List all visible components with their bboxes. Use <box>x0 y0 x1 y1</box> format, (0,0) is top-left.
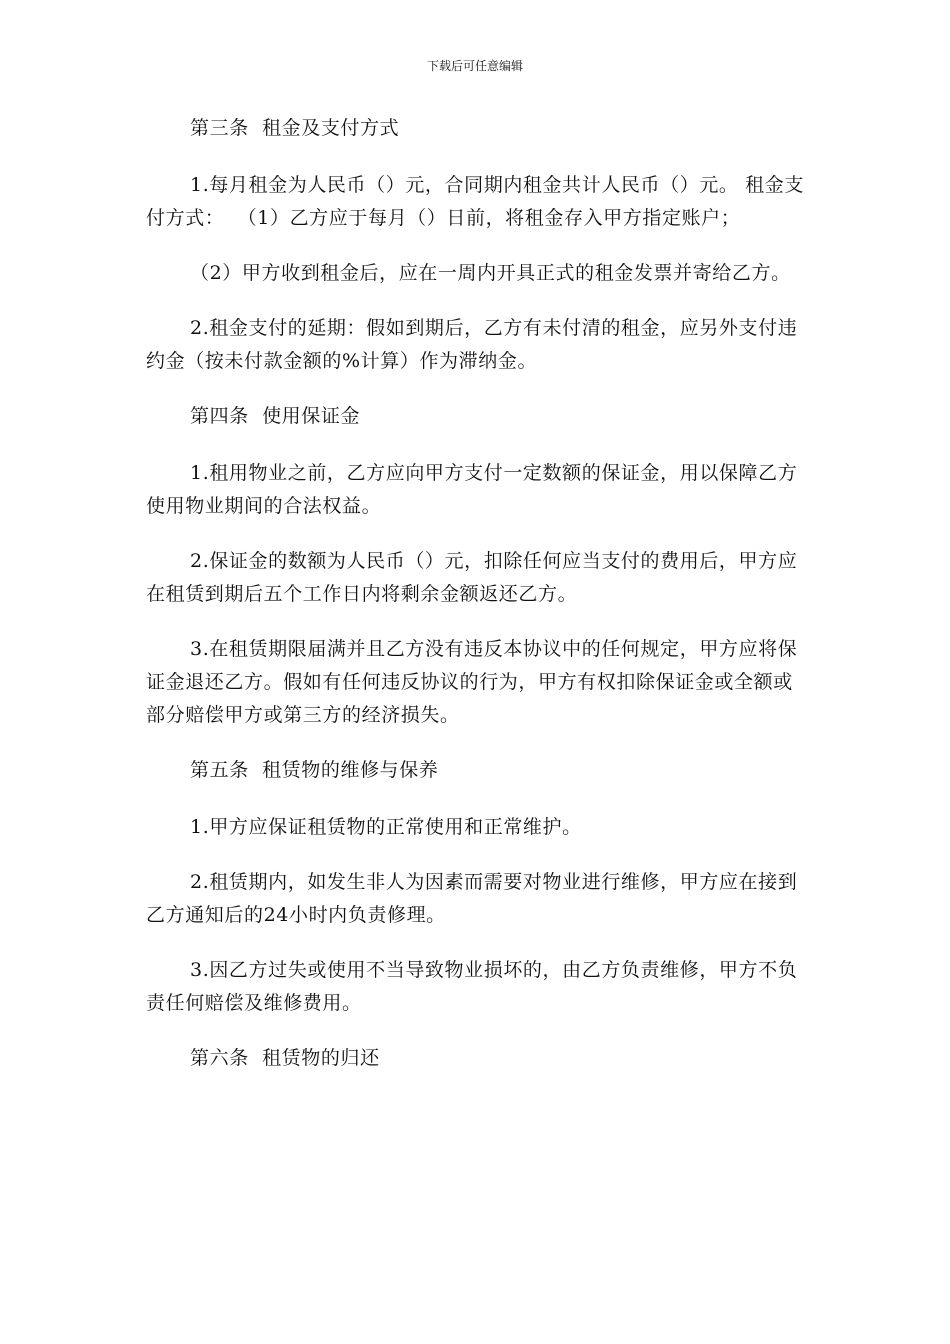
article-5-clause-1: 1.甲方应保证租赁物的正常使用和正常维护。 <box>190 816 582 838</box>
article-4-clause-3: 3.在租赁期限届满并且乙方没有违反本协议中的任何规定，甲方应将保证金退还乙方。假如有任何违反协议的行为，甲方有权扣除保证金或全额或部分赔偿甲方或第三方的经济损失。 <box>146 638 798 726</box>
article-3-clause-1-sub-2: （2）甲方收到租金后，应在一周内开具正式的租金发票并寄给乙方。 <box>190 262 791 284</box>
article-5-heading: 第五条 租赁物的维修与保养 <box>190 759 439 781</box>
article-5-clause-3: 3.因乙方过失或使用不当导致物业损坏的，由乙方负责维修，甲方不负责任何赔偿及维修费用。 <box>146 959 798 1014</box>
article-4-clause-1: 1.租用物业之前，乙方应向甲方支付一定数额的保证金，用以保障乙方使用物业期间的合法权益。 <box>146 462 798 517</box>
article-6-heading: 第六条 租赁物的归还 <box>190 1047 380 1069</box>
article-5-clause-2: 2.租赁期内，如发生非人为因素而需要对物业进行维修，甲方应在接到乙方通知后的24小时内负责修理。 <box>146 871 798 926</box>
page-header-note: 下载后可任意编辑 <box>426 59 523 73</box>
article-3-clause-1: 1.每月租金为人民币（）元，合同期内租金共计人民币（）元。 租金支付方式： （1）乙方应于每月（）日前，将租金存入甲方指定账户； <box>146 174 804 229</box>
document-body <box>146 112 806 1099</box>
article-3-clause-2: 2.租金支付的延期：假如到期后，乙方有未付清的租金，应另外支付违约金（按未付款金额的%计算）作为滞纳金。 <box>146 317 798 372</box>
article-4-clause-2: 2.保证金的数额为人民币（）元，扣除任何应当支付的费用后，甲方应在租赁到期后五个工作日内将剩余金额返还乙方。 <box>146 550 798 605</box>
article-3-heading: 第三条 租金及支付方式 <box>190 117 400 139</box>
article-4-heading: 第四条 使用保证金 <box>190 405 361 427</box>
